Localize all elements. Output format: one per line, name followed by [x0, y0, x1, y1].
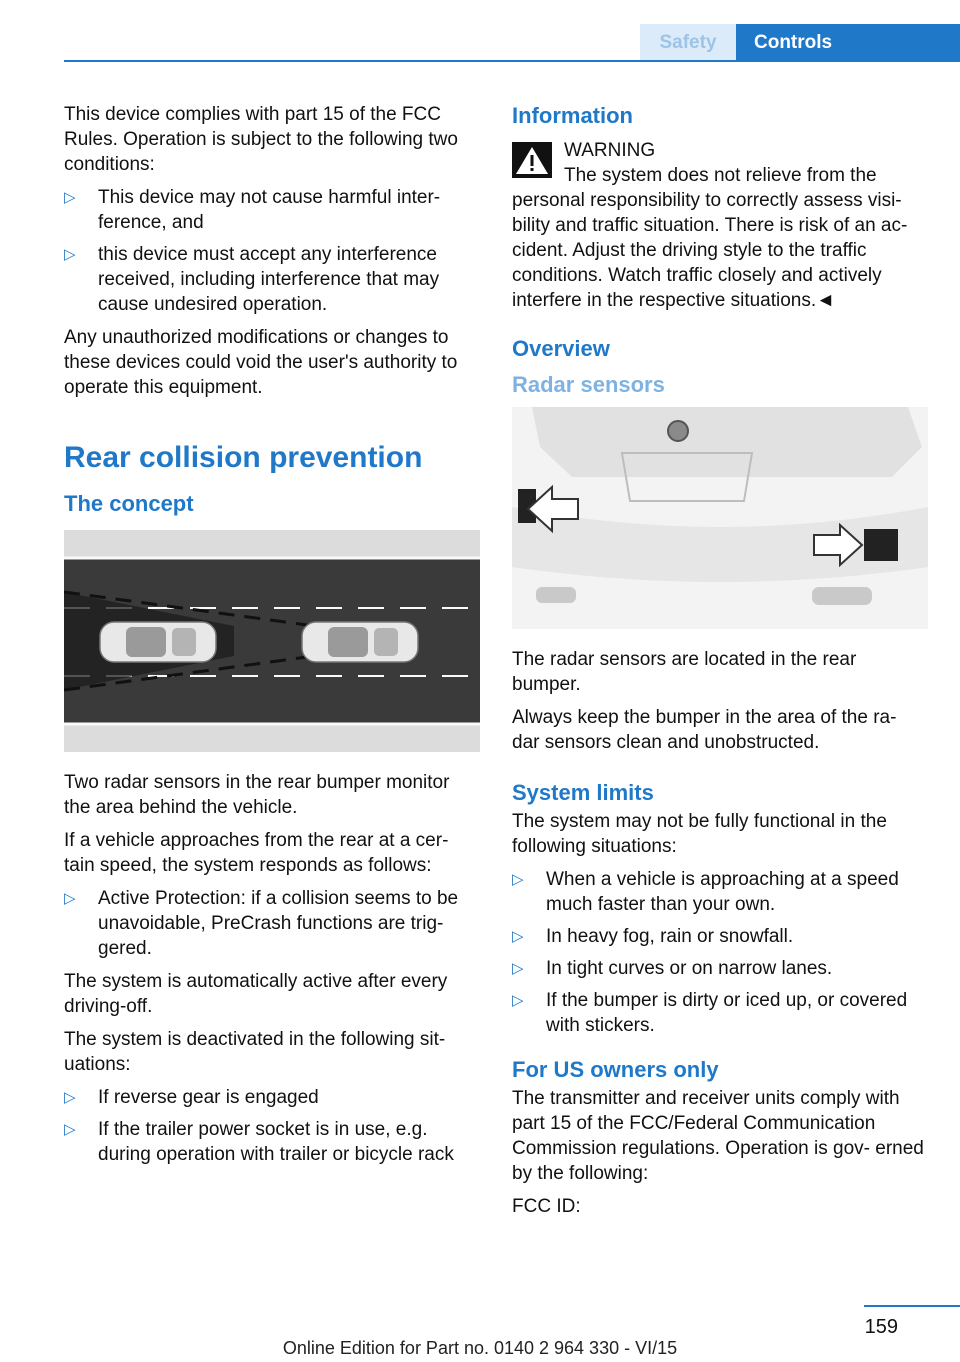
fcc-id-label: FCC ID: [512, 1196, 581, 1217]
warning-triangle-icon [512, 142, 552, 178]
fcc-intro: This device complies with part 15 of the FCC Rules. Operation is subject to the following two conditions: [64, 104, 458, 175]
rear-car-icon [100, 622, 216, 662]
list-item: ▷ If the bumper is dirty or iced up, or covered with stickers. [512, 988, 928, 1038]
list-item: ▷ If reverse gear is engaged [64, 1085, 480, 1110]
deactivated-list [64, 1085, 480, 1167]
page-number: 159 [864, 1316, 898, 1338]
list-item: ▷ this device must accept any interference received, including interference that may cause undesired operation. [64, 242, 480, 317]
right-column [512, 102, 928, 1227]
list-item: ▷ In heavy fog, rain or snowfall. [512, 924, 928, 949]
warning-text: The system does not relieve from the personal responsibility to correctly assess visi- bility and traffic situation. There is risk of an ac- cident. Adjust the driving style to the traffic conditions. Watch traffic closely and actively interfere in the respective situations.◄ [512, 165, 908, 311]
information-heading: Information [512, 103, 633, 128]
responses-list [64, 886, 480, 961]
list-item: ▷ This device may not cause harmful inter- ference, and [64, 185, 480, 235]
list-item: ▷ Active Protection: if a collision seems to be unavoidable, PreCrash functions are trig- gered. [64, 886, 480, 961]
auto-active-text: The system is automatically active after every driving-off. [64, 971, 448, 1017]
header-rule [64, 60, 960, 62]
left-column [64, 102, 480, 1175]
approach-text: If a vehicle approaches from the rear at a cer- tain speed, the system responds as follows: [64, 830, 449, 876]
limits-intro: The system may not be fully functional in the following situations: [512, 811, 887, 857]
system-limits-heading: System limits [512, 780, 654, 805]
section-tab-safety[interactable]: Safety [640, 24, 736, 62]
concept-text: Two radar sensors in the rear bumper monitor the area behind the vehicle. [64, 772, 450, 818]
radar-sensors-heading: Radar sensors [512, 372, 665, 397]
concept-heading: The concept [64, 491, 194, 516]
edition-footer: Online Edition for Part no. 0140 2 964 330 - VI/15 [282, 1338, 678, 1358]
us-owners-text: The transmitter and receiver units comply with part 15 of the FCC/Federal Communication Commission regulations. Operation is gov- erned by the following: [512, 1088, 924, 1184]
limits-list [512, 867, 928, 1038]
concept-illustration [64, 530, 480, 752]
modifications-text: Any unauthorized modifications or changes to these devices could void the user's authority to operate this equipment. [64, 327, 458, 398]
radar-location-text: The radar sensors are located in the rear bumper. [512, 649, 857, 695]
warning-label: WARNING [564, 140, 656, 161]
footer-rule [864, 1305, 960, 1307]
chapter-tab-controls[interactable]: Controls [736, 24, 960, 62]
list-item: ▷ When a vehicle is approaching at a speed much faster than your own. [512, 867, 928, 917]
list-item: ▷ If the trailer power socket is in use, e.g. during operation with trailer or bicycle rack [64, 1117, 480, 1167]
fcc-conditions-list [64, 185, 480, 317]
warning-block [512, 138, 928, 313]
list-item: ▷ In tight curves or on narrow lanes. [512, 956, 928, 981]
overview-heading: Overview [512, 336, 610, 361]
radar-clean-text: Always keep the bumper in the area of the ra- dar sensors clean and unobstructed. [512, 707, 897, 753]
radar-sensors-illustration [512, 407, 928, 629]
right-radar-sensor [864, 529, 898, 561]
front-car-icon [302, 622, 418, 662]
page-title: Rear collision prevention [64, 441, 423, 474]
us-owners-heading: For US owners only [512, 1057, 719, 1082]
deactivated-intro: The system is deactivated in the following sit- uations: [64, 1029, 446, 1075]
